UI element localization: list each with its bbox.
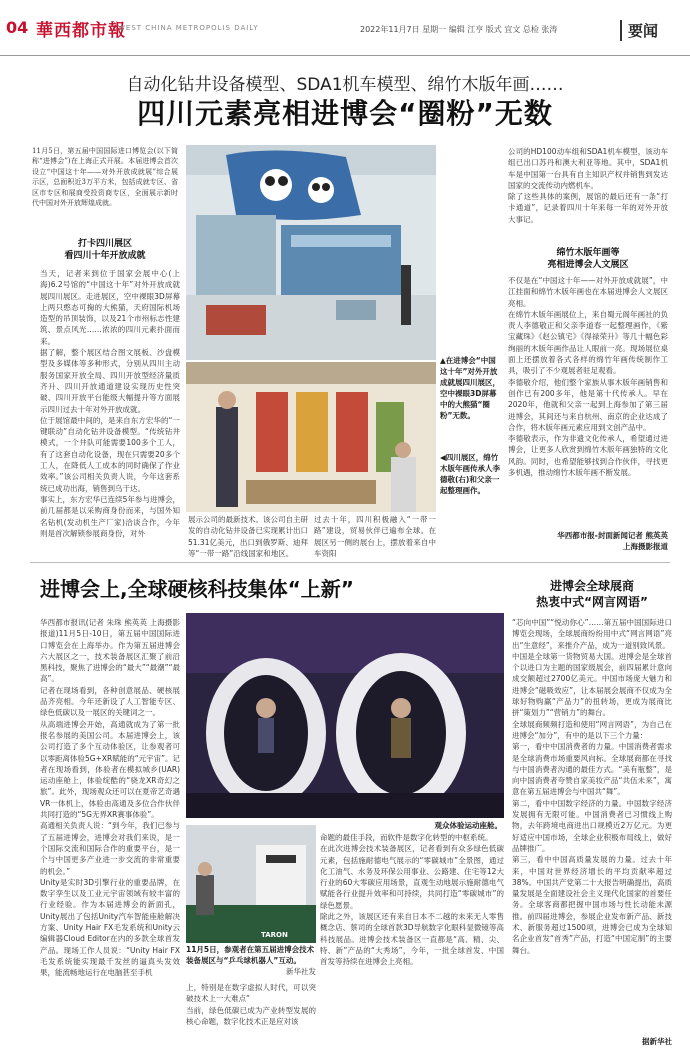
lead-subheadline: 自动化钻井设备模型、SDA1机车模型、绵竹木版年画……	[126, 75, 564, 95]
story2-column-1: 华西都市报讯(记者 朱珠 熊英英 上海摄影报道)11月5日-10日，第五届中国国际进口博览会在上海举办。作为第五届进博会六大展区之一，技术装备展区汇聚了前沿黑科技，聚焦了进博会的“最大”“最潮”“最高”。 记者在现场看到，各种创意展品、硬核展品齐亮相。今年还新设了人工智能专区、绿色低碳以及一展区的关键词之一。 从高端进博会开始，高通就成为了第一批报名参展的美国公司。本届进博会上，该公司打造了多个互动体验区，让参观者可以零距离体验5G+XR赋能的“元宇宙”。记者在现场看到，体验者在模拟城乡(UAR)运动座舱上，体验绽酷的“骁龙XR奇幻之旅”。此外，现场观众还可以在夏帝艺奇遇VR一体机上，体验由高通及多位合作伙伴共同打造的“5G无界XR赛事体验”。 高通相关负责人说：“到今年，我们已参与了五届进博会，进博会对我们来说，是一个国际交流和国际合作的重要平台，是一个与中国更多产业进一步交流的非常重要的机会。” Unity是实时3D引擎行业的重要品牌，在数字孪生以及工业元宇宙领域有较丰富的行业经验。作为本届进博会的新面孔，Unity展出了包括Unity汽车智能座舱解决方案、Unity Hair FX毛发系统和Unity云编辑器Cloud Editor在内的多款全球首发产品。现场工作人员说：“Unity Hair FX毛发系统能实现最千发丝的逼真头发效果，能流畅地运行在电脑甚至手机	[40, 618, 180, 978]
lead-right-column-2: 不仅是在“中国这十年——对外开放成就展”，中江挂面和绵竹木版年画也在本届进博会人文展区亮相。 在绵竹木版年画展位上，来自蜀元阁年画社的负责人李德敬正和父亲李道春一起整理画作，《紫宝藏珠》《赵公镇宅》《得禄荣升》等几十幅色彩绚丽的木版年画作品让人眼前一亮。现场展位桌面上还摆放着各式各样的绵竹年画传统制作工具，吸引了不少观展者驻足观看。 李德敬介绍，他们整个家族从事木版年画销售和创作已有200多年，他是第十代传承人。早在2020年，他就和父亲一起到上海参加了第三届进博会，其间还与来自杭州、南京的企业达成了合作，将木版年画元素应用到文创产品中。 李德敬表示，作为非遗文化传承人，希望通过进博会，让更多人欣赏到绵竹木版年画独特的文化风韵。同时，也希望能够找到合作伙伴，寻找更多机遇，推动绵竹木版年画不断发展。	[508, 276, 668, 478]
side-text: “芯向中国”“悦动你心”……第五届中国国际进口博览会现场，全球展商纷纷用中式“网言网语”亮出“生意经”，来推介产品，成为一道别致风景。 中国是全球第一货物贸易大国。进博会是全球首个以进口为主题的国家级展会，前四届累计意向成交额超过2700亿美元。中国市场庞大魅力和进博会“磁吸效应”，让本届展会展商不仅成为全球好物购赢“产品力”的扭转场，更成为展商比拼“策划力”“营销力”的舞台。 全球展商频频打造和使用“网言网语”，为自己在进博会“加分”，有中的是以下三个力量： 第一，看中中国消费者的力量。中国消费者需求是全球消费市场重要风向标。全球展商都在寻找与中国消费者沟通的最佳方式。“美有瓶整”，是向中国消费者夸赞自家美妆产品“共伍未来”，寓意在第五届进博会与中国共“舞”。 第二，看中中国数字经济的力量。中国数字经济发展拥有无限可能。中国消费者已习惯线上购物，去年跨境电商进出口规模近2万亿元。为更好适应中国市场，全球企业积极布局线上，做好品牌推广。 第三，看中中国高质量发展的力量。过去十年来，中国对世界经济增长的平均贡献率超过38%。中国共产党第二十大报告明确提出，高质量发展是全面建设社会主义现代化国家的首要任务。全球客商都把握中国市场与性长动能未源推。前四届进博会，参展企业发布新产品、新技术、新服务超过1500项，进博会已成为全球知名企业首发“首秀”产品，打造“中国定制”的主要舞台。	[512, 618, 672, 955]
photo-1-caption: ▲在进博会“中国这十年”对外开放成就展四川展区，空中裸眼3D屏幕中的大熊猫“圈粉”无数。	[440, 356, 500, 420]
lead-right-column: 公司的HD100动车组和SDA1机车模型，该动车组已出口苏丹和澳大利亚等地。其中，SDA1机车是中国第一台具有自主知识产权并销售到发达国家的交流传动内燃机车。 除了这些具体的案例，展馆的最后还有一条“打卡通道”，记录着四川十年来每一年的对外开放大事记。	[508, 147, 668, 224]
woodblock-print-photo	[186, 362, 436, 512]
ping-pong-credit: 新华社发	[286, 967, 316, 976]
lead-column-2: 展示公司的最新技术。该公司自主研发的自动化钻井设备已实现累计出口51.31亿美元，出口到俄罗斯、迪拜等“一带一路”沿线国家和地区。	[188, 515, 308, 558]
lead-column-3: 过去十年，四川积极融入“一带一路”建设，贸易伙伴已遍布全球。在展区另一侧的展台上，摆放着来自中车资阳	[314, 515, 436, 558]
expo-booth-illustration	[186, 145, 436, 360]
lead-intro: 11月5日，第五届中国国际进口博览会(以下简称“进博会”)在上海正式开展。本届进博会首次设立“中国这十年——对外开放成就展”综合展示区，总面积近3万平方米，包括成就专区、省区市专区和展商受投资商专区，全面展示新时代中国对外开放辉煌成就。	[32, 147, 178, 208]
lead-column-1: 当天，记者来到位于国家会展中心(上海)6.2号馆的“中国这十年”对外开放成就展四川展区。走进展区，空中裸眼3D屏幕上两只憨态可掬的大熊猫，天府国际机场造型的吊顶装饰，以及21个市州标志性建筑、景点风光……浓浓的四川元素扑面而来。 据了解，整个展区结合图文展板、沙盘模型及多媒体等多种形式，分别从四川主动服务国家开放全局、四川开放型经济量质齐升、四川开放通道建设实现历史性突破、四川开放平台能级大幅提升等方面展示四川过去十年对外开放成就。 位于展馆最中间的，是来自东方宏华的“一键联动”自动化钻井设备模型。“传统钻井模式，一个井队可能需要100多个工人，有了这套自动化设备，现在只需要20多个工人，在降低人工成本的同时确保了作业效率。”该公司相关负责人说，今年这套系统已成功出海，销售到乌干达。 事实上，东方宏华已连续5年参与进博会，前几届都是以采购商身份而来，与国外知名钻机(发动机生产厂家)洽谈合作，今年则是首次解锁参展商身份，对外	[40, 269, 180, 538]
page-number: 04	[6, 18, 29, 37]
header-divider	[0, 55, 690, 56]
newspaper-english-name: WEST CHINA METROPOLIS DAILY	[118, 24, 259, 32]
lead-subtitle-2: 绵竹木版年画等 亮相进博会人文展区	[547, 248, 629, 270]
expo-booth-photo	[186, 145, 436, 360]
ping-pong-illustration	[186, 825, 316, 943]
section-label: 要闻	[620, 20, 658, 41]
newspaper-logo: 華西都市報	[36, 21, 126, 41]
story2-right-column: 命题的最佳手段，而软件是数字化转型的中枢系统。 在此次进博会技术装备展区，记者看到有众多绿色低碳元素，包括施耐德电气展示的“零碳城市”全景图，通过化工油气、水务及环保公用事业、公路建、住宅等12大行业的60大零碳应用场景，直观生动地展示施耐德电气赋能各行业提升效率和可持续，共同打造“零碳城市”的绿色愿景。 除此之外，该展区还有来自日本不二越的未来无人零售概念店、蔡司的全球首款3D导航数字化眼科显微镜等高科技展品。进博会技术装备区一直都是“高、精、尖、特、新”产品的“大秀场”，今年，一批全球首发、中国首发等持续在进博会上亮相。	[320, 833, 504, 967]
ping-pong-caption: 11月5日，参观者在第五届进博会技术装备展区与“乒乓球机器人”互动。	[186, 945, 315, 965]
ping-pong-robot-photo	[186, 825, 316, 943]
lead-byline: 华西都市报-封面新闻记者 熊英英 上海摄影报道	[557, 531, 668, 551]
story2-headline: 进博会上,全球硬核科技集体“上新”	[40, 577, 354, 601]
vr-seat-caption: 观众体验运动座舱。	[434, 821, 502, 830]
side-headline: 进博会全球展商 热衷中式“网言网语”	[536, 579, 648, 609]
vr-seat-illustration	[186, 613, 504, 818]
woodblock-illustration	[186, 362, 436, 512]
lead-headline: 四川元素亮相进博会“圈粉”无数	[137, 97, 553, 130]
story-divider	[30, 562, 670, 563]
page-header	[0, 0, 690, 58]
side-credit: 据新华社	[642, 1037, 672, 1046]
lead-subtitle-1: 打卡四川展区 看四川十年开放成就	[64, 239, 146, 261]
dateline: 2022年11月7日 星期一 编辑 江亨 版式 宜文 总检 张涛	[360, 25, 558, 34]
photo-2-caption: ◀四川展区，绵竹木版年画传承人李德敬(右)和父亲一起整理画作。	[440, 453, 500, 495]
vr-seat-photo	[186, 613, 504, 818]
svg-text:TARON: TARON	[261, 931, 288, 939]
story2-mid-bottom: 上，特别是在数字虚拟人时代，可以突破技术上一大难点” 当前，绿色低碳已成为产业转型发展的核心命题，数字化技术正是应对该	[186, 983, 316, 1026]
